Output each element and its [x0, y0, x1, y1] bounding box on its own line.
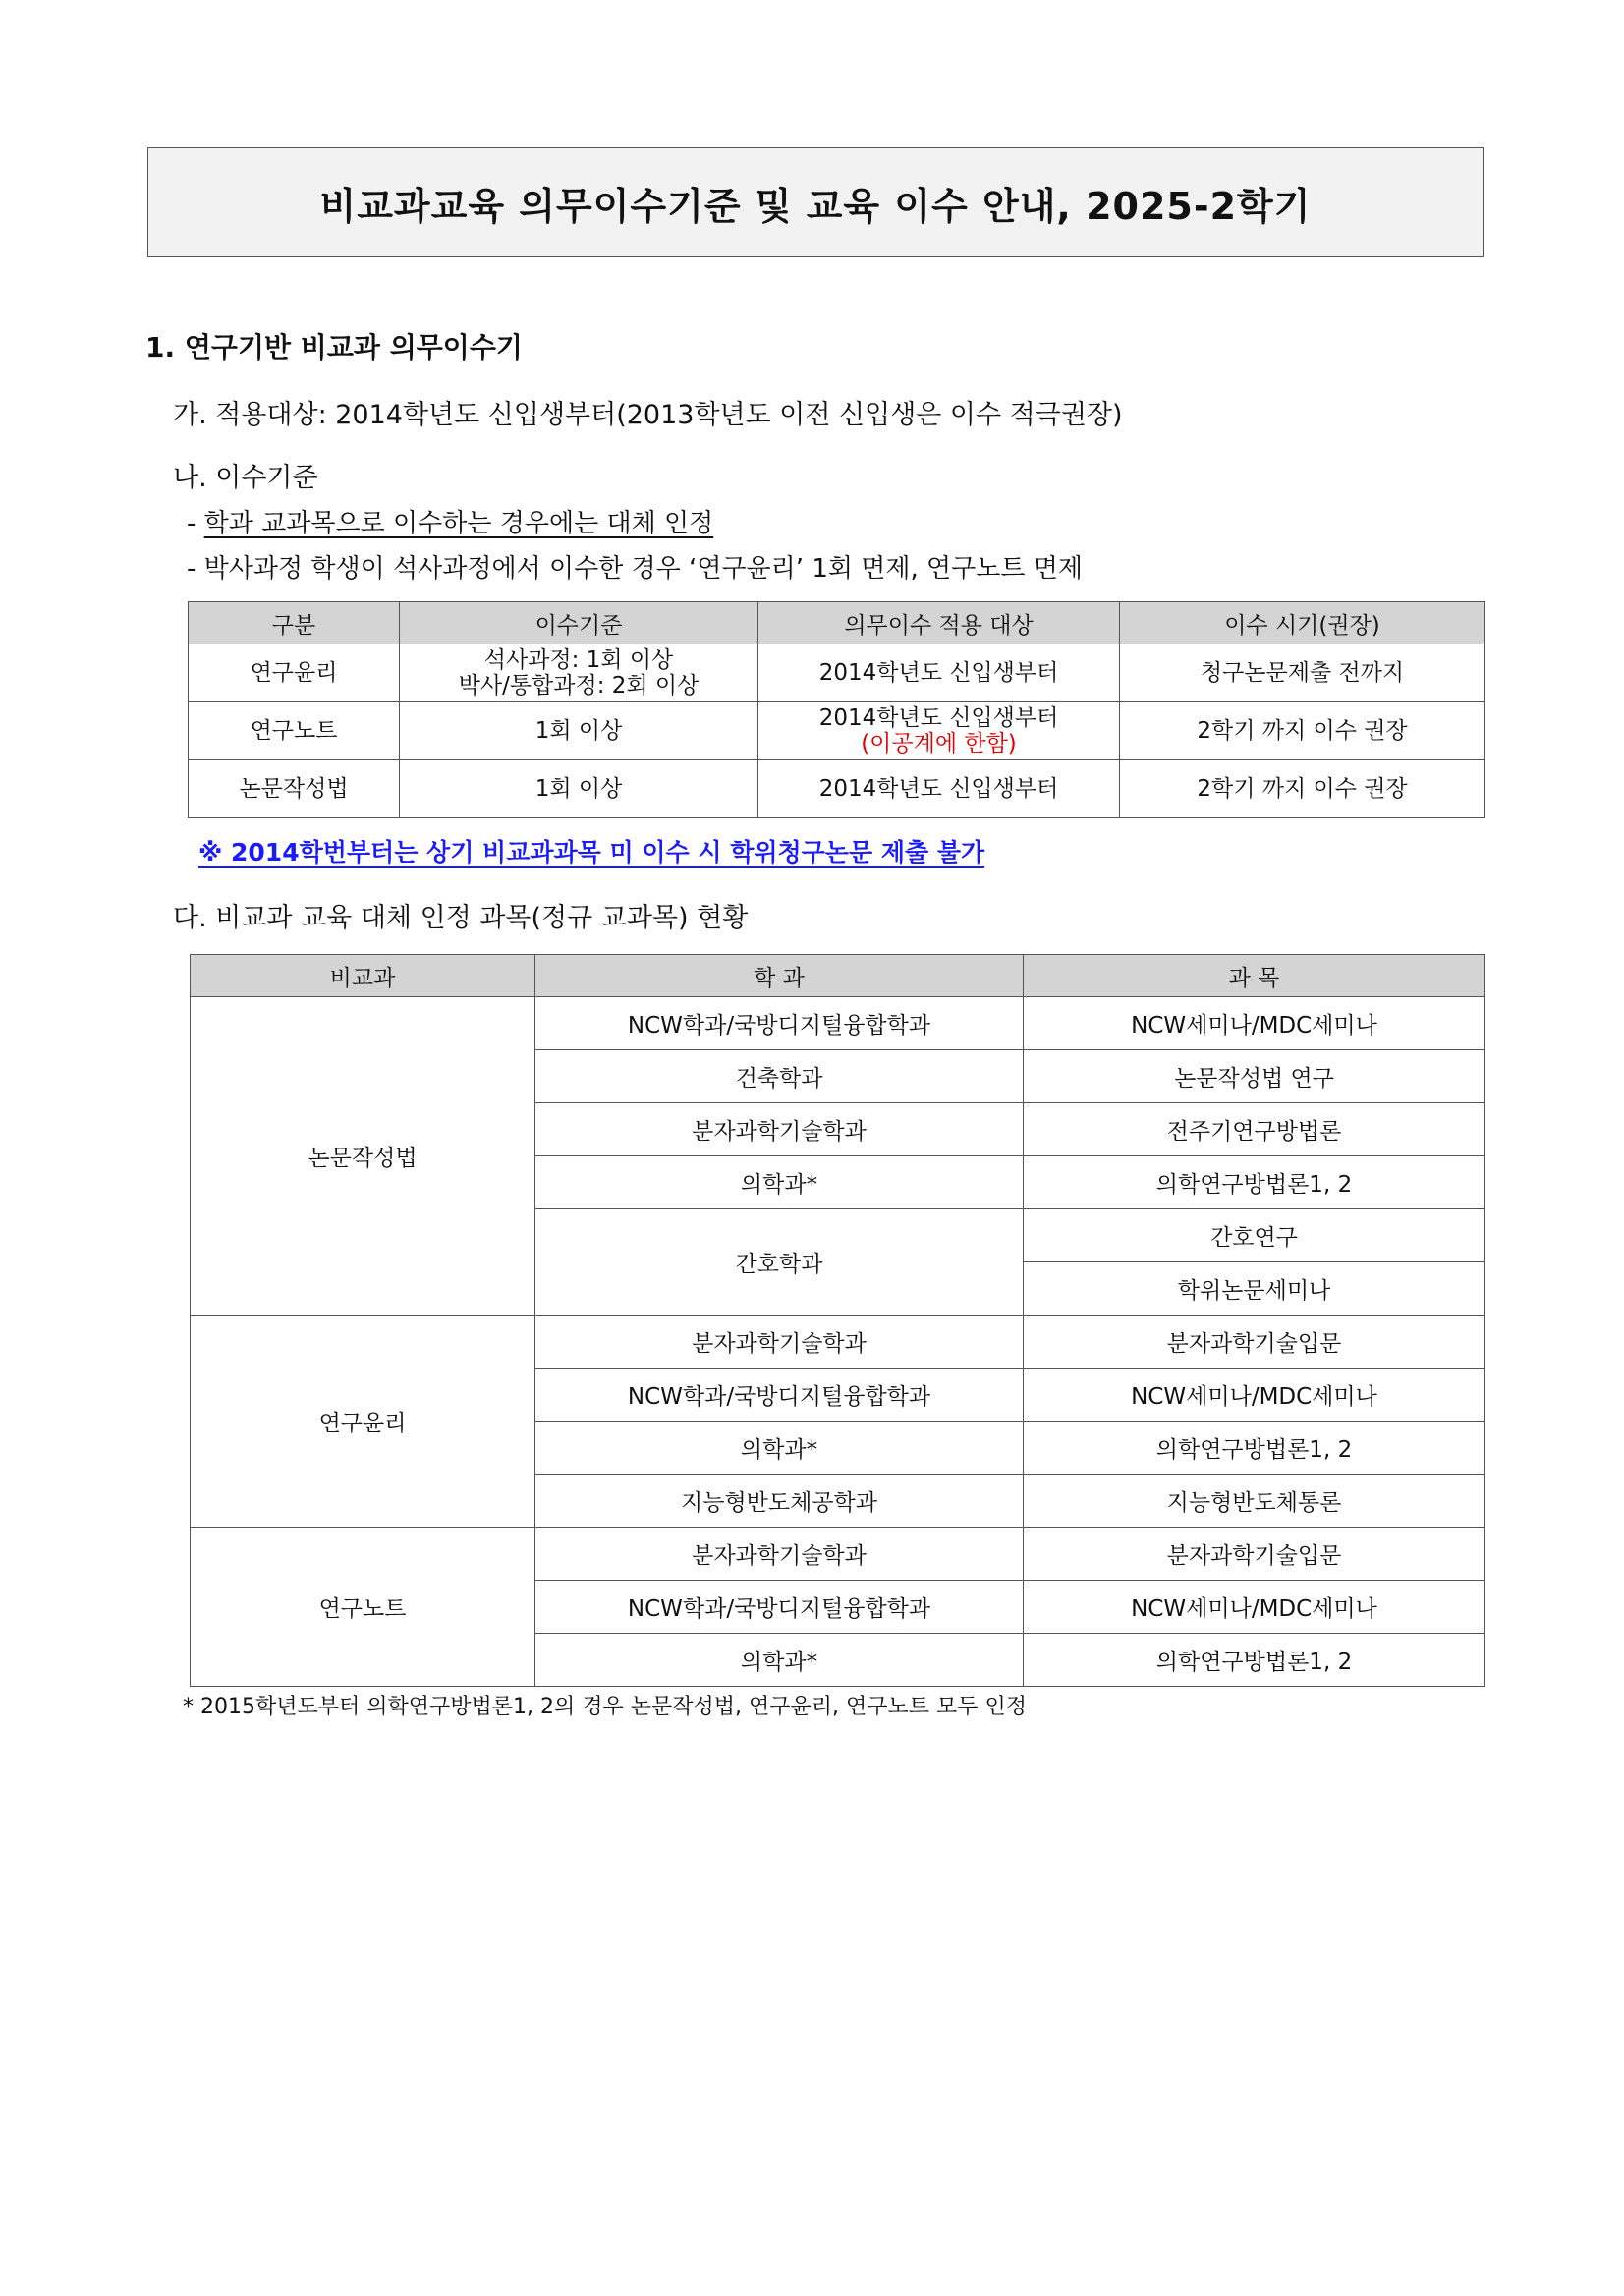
- table-row: [191, 997, 1485, 1050]
- target-cell: 2014학년도 신입생부터: [758, 760, 1120, 818]
- course-cell: 의학연구방법론1, 2: [1024, 1634, 1485, 1687]
- course-cell: 분자과학기술입문: [1024, 1316, 1485, 1369]
- group-cell: 논문작성법: [191, 997, 535, 1316]
- header-program: 비교과: [191, 955, 535, 997]
- substitute-courses-table: [190, 954, 1485, 1687]
- course-cell: 지능형반도체통론: [1024, 1475, 1485, 1528]
- table-row: [189, 702, 1485, 760]
- department-cell: 건축학과: [535, 1050, 1024, 1103]
- department-cell: 분자과학기술학과: [535, 1103, 1024, 1156]
- criteria-cell: 1회 이상: [400, 760, 758, 818]
- department-cell: 지능형반도체공학과: [535, 1475, 1024, 1528]
- target-audience-text: 가. 적용대상: 2014학년도 신입생부터(2013학년도 이전 신입생은 이수 적극권장): [173, 400, 1123, 430]
- course-cell: NCW세미나/MDC세미나: [1024, 1581, 1485, 1634]
- bullet-1-prefix: -: [187, 509, 204, 538]
- criteria-line: 석사과정: 1회 이상: [483, 647, 674, 673]
- category-cell: 연구노트: [189, 702, 400, 760]
- department-cell: 간호학과: [535, 1209, 1024, 1316]
- substitute-courses-heading: 다. 비교과 교육 대체 인정 과목(정규 교과목) 현황: [173, 903, 749, 933]
- header-course: 과 목: [1024, 955, 1485, 997]
- header-department: 학 과: [535, 955, 1024, 997]
- course-cell: NCW세미나/MDC세미나: [1024, 1369, 1485, 1422]
- criteria-bullet-2: - 박사과정 학생이 석사과정에서 이수한 경우 ‘연구윤리’ 1회 면제, 연구노트 면제: [187, 554, 1083, 584]
- course-cell: 의학연구방법론1, 2: [1024, 1422, 1485, 1475]
- group-cell: 연구윤리: [191, 1316, 535, 1528]
- course-cell: 학위논문세미나: [1024, 1262, 1485, 1316]
- timing-cell: 2학기 까지 이수 권장: [1120, 760, 1485, 818]
- department-cell: 의학과*: [535, 1422, 1024, 1475]
- criteria-line: 박사/통합과정: 2회 이상: [458, 673, 700, 699]
- bullet-1-text: 학과 교과목으로 이수하는 경우에는 대체 인정: [203, 509, 714, 538]
- substitute-table-header: [191, 955, 1485, 997]
- submission-warning-note: ※ 2014학번부터는 상기 비교과과목 미 이수 시 학위청구논문 제출 불가: [198, 838, 985, 867]
- criteria-heading: 나. 이수기준: [173, 463, 318, 493]
- target-cell: 2014학년도 신입생부터: [758, 644, 1120, 702]
- table-row: [191, 1316, 1485, 1369]
- department-cell: 의학과*: [535, 1156, 1024, 1209]
- timing-cell: 2학기 까지 이수 권장: [1120, 702, 1485, 760]
- department-cell: 분자과학기술학과: [535, 1316, 1024, 1369]
- header-category: 구분: [189, 602, 400, 644]
- footnote: * 2015학년도부터 의학연구방법론1, 2의 경우 논문작성법, 연구윤리, 연구노트 모두 인정: [183, 1695, 1027, 1719]
- title-box: [147, 147, 1484, 257]
- group-cell: 연구노트: [191, 1528, 535, 1687]
- criteria-table: [188, 601, 1485, 818]
- page-title: 비교과교육 의무이수기준 및 교육 이수 안내, 2025-2학기: [319, 184, 1312, 228]
- header-target: 의무이수 적용 대상: [758, 602, 1120, 644]
- department-cell: NCW학과/국방디지털융합학과: [535, 997, 1024, 1050]
- course-cell: 분자과학기술입문: [1024, 1528, 1485, 1581]
- section-1-heading: 1. 연구기반 비교과 의무이수기: [145, 331, 523, 364]
- category-cell: 논문작성법: [189, 760, 400, 818]
- course-cell: NCW세미나/MDC세미나: [1024, 997, 1485, 1050]
- course-cell: 의학연구방법론1, 2: [1024, 1156, 1485, 1209]
- department-cell: 의학과*: [535, 1634, 1024, 1687]
- course-cell: 전주기연구방법론: [1024, 1103, 1485, 1156]
- timing-cell: 청구논문제출 전까지: [1120, 644, 1485, 702]
- table-row: [191, 1528, 1485, 1581]
- department-cell: NCW학과/국방디지털융합학과: [535, 1369, 1024, 1422]
- criteria-table-header: [189, 602, 1485, 644]
- criteria-bullet-1: [187, 503, 713, 539]
- course-cell: 간호연구: [1024, 1209, 1485, 1262]
- criteria-cell: 1회 이상: [400, 702, 758, 760]
- criteria-cell: [400, 644, 758, 702]
- target-text: 2014학년도 신입생부터: [818, 705, 1059, 731]
- target-note: (이공계에 한함): [861, 731, 1017, 756]
- header-timing: 이수 시기(권장): [1120, 602, 1485, 644]
- department-cell: 분자과학기술학과: [535, 1528, 1024, 1581]
- department-cell: NCW학과/국방디지털융합학과: [535, 1581, 1024, 1634]
- table-row: [189, 760, 1485, 818]
- header-criteria: 이수기준: [400, 602, 758, 644]
- target-cell: [758, 702, 1120, 760]
- category-cell: 연구윤리: [189, 644, 400, 702]
- table-row: [189, 644, 1485, 702]
- course-cell: 논문작성법 연구: [1024, 1050, 1485, 1103]
